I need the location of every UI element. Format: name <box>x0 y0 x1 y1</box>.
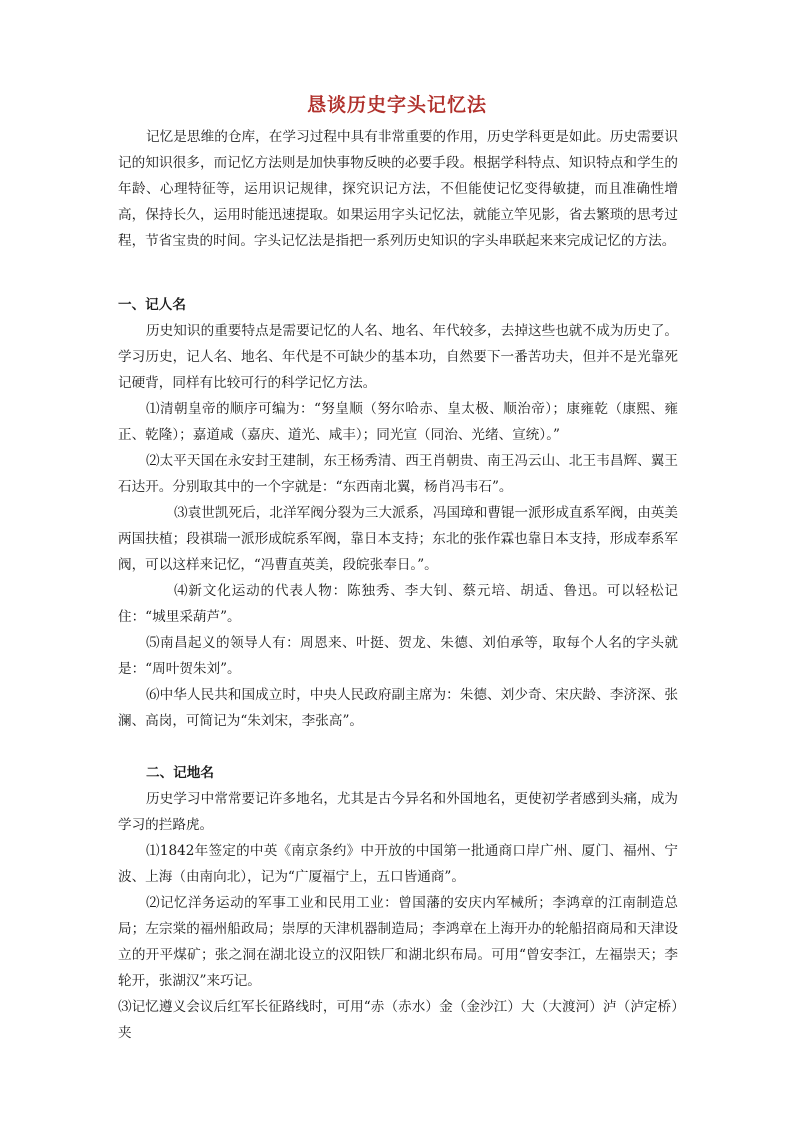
intro-paragraph: 记忆是思维的仓库，在学习过程中具有非常重要的作用，历史学科更是如此。历史需要识记的知识很多，而记忆方法则是加快事物反映的必要手段。根据学科特点、知识特点和学生的年龄、心理特征等，运用识记规律，探究识记方法，不但能使记忆变得敏捷，而且准确性增高，保持长久，运用时能迅速提取。如果运用字头记忆法，就能立竿见影，省去繁琐的思考过程，节省宝贵的时间。字头记忆法是指把一系列历史知识的字头串联起来来完成记忆的方法。 <box>118 129 678 249</box>
section-2-item-1: ⑴1842年签定的中英《南京条约》中开放的中国第一批通商口岸广州、厦门、福州、宁波、上海（由南向北），记为“广厦福宁上，五口皆通商”。 <box>118 843 678 885</box>
section-1-heading: 一、记人名 <box>118 297 186 313</box>
section-1 <box>118 292 678 734</box>
section-1-item-3: ⑶袁世凯死后，北洋军阀分裂为三大派系，冯国璋和曹锟一派形成直系军阀，由英美两国扶植；段祺瑞一派形成皖系军阀，靠日本支持；东北的张作霖也靠日本支持，形成奉系军阀，可以这样来记忆，“冯曹直英美，段皖张奉日。”。 <box>118 505 678 573</box>
section-2-heading: 二、记地名 <box>146 765 214 781</box>
section-2 <box>118 760 678 1046</box>
section-1-item-6: ⑹中华人民共和国成立时，中央人民政府副主席为：朱德、刘少奇、宋庆龄、李济深、张澜、高岗，可简记为“朱刘宋，李张高”。 <box>118 687 678 729</box>
section-2-item-3: ⑶记忆遵义会议后红军长征路线时，可用“赤（赤水）金（金沙江）大（大渡河）泸（泸定桥）夹 <box>118 999 678 1041</box>
section-1-item-4: ⑷新文化运动的代表人物：陈独秀、李大钊、蔡元培、胡适、鲁迅。可以轻松记住：“城里采葫芦”。 <box>118 583 678 625</box>
document-title: 恳谈历史字头记忆法 <box>306 94 487 116</box>
section-2-intro: 历史学习中常常要记许多地名，尤其是古今异名和外国地名，更使初学者感到头痛，成为学习的拦路虎。 <box>118 791 678 833</box>
section-1-item-2: ⑵太平天国在永安封王建制，东王杨秀清、西王肖朝贵、南王冯云山、北王韦昌辉、翼王石达开。分别取其中的一个字就是：“东西南北翼，杨肖冯韦石”。 <box>118 453 678 495</box>
section-1-item-1: ⑴清朝皇帝的顺序可编为：“努皇顺（努尔哈赤、皇太极、顺治帝）；康雍乾（康熙、雍正、乾隆）；嘉道咸（嘉庆、道光、咸丰）；同光宣（同治、光绪、宣统）。” <box>118 401 678 443</box>
section-1-intro: 历史知识的重要特点是需要记忆的人名、地名、年代较多，去掉这些也就不成为历史了。学习历史，记人名、地名、年代是不可缺少的基本功，自然要下一番苦功夫，但并不是光靠死记硬背，同样有比较可行的科学记忆方法。 <box>118 323 678 391</box>
section-2-item-2: ⑵记忆洋务运动的军事工业和民用工业：曾国藩的安庆内军械所；李鸿章的江南制造总局；左宗棠的福州船政局；崇厚的天津机器制造局；李鸿章在上海开办的轮船招商局和天津设立的开平煤矿；张之洞在湖北设立的汉阳铁厂和湖北织布局。可用“曾安李江，左福崇天；李轮开，张湖汉”来巧记。 <box>118 895 678 989</box>
section-1-item-5: ⑸南昌起义的领导人有：周恩来、叶挺、贺龙、朱德、刘伯承等，取每个人名的字头就是：“周叶贺朱刘”。 <box>118 635 678 677</box>
intro-paragraph-block <box>118 124 678 254</box>
